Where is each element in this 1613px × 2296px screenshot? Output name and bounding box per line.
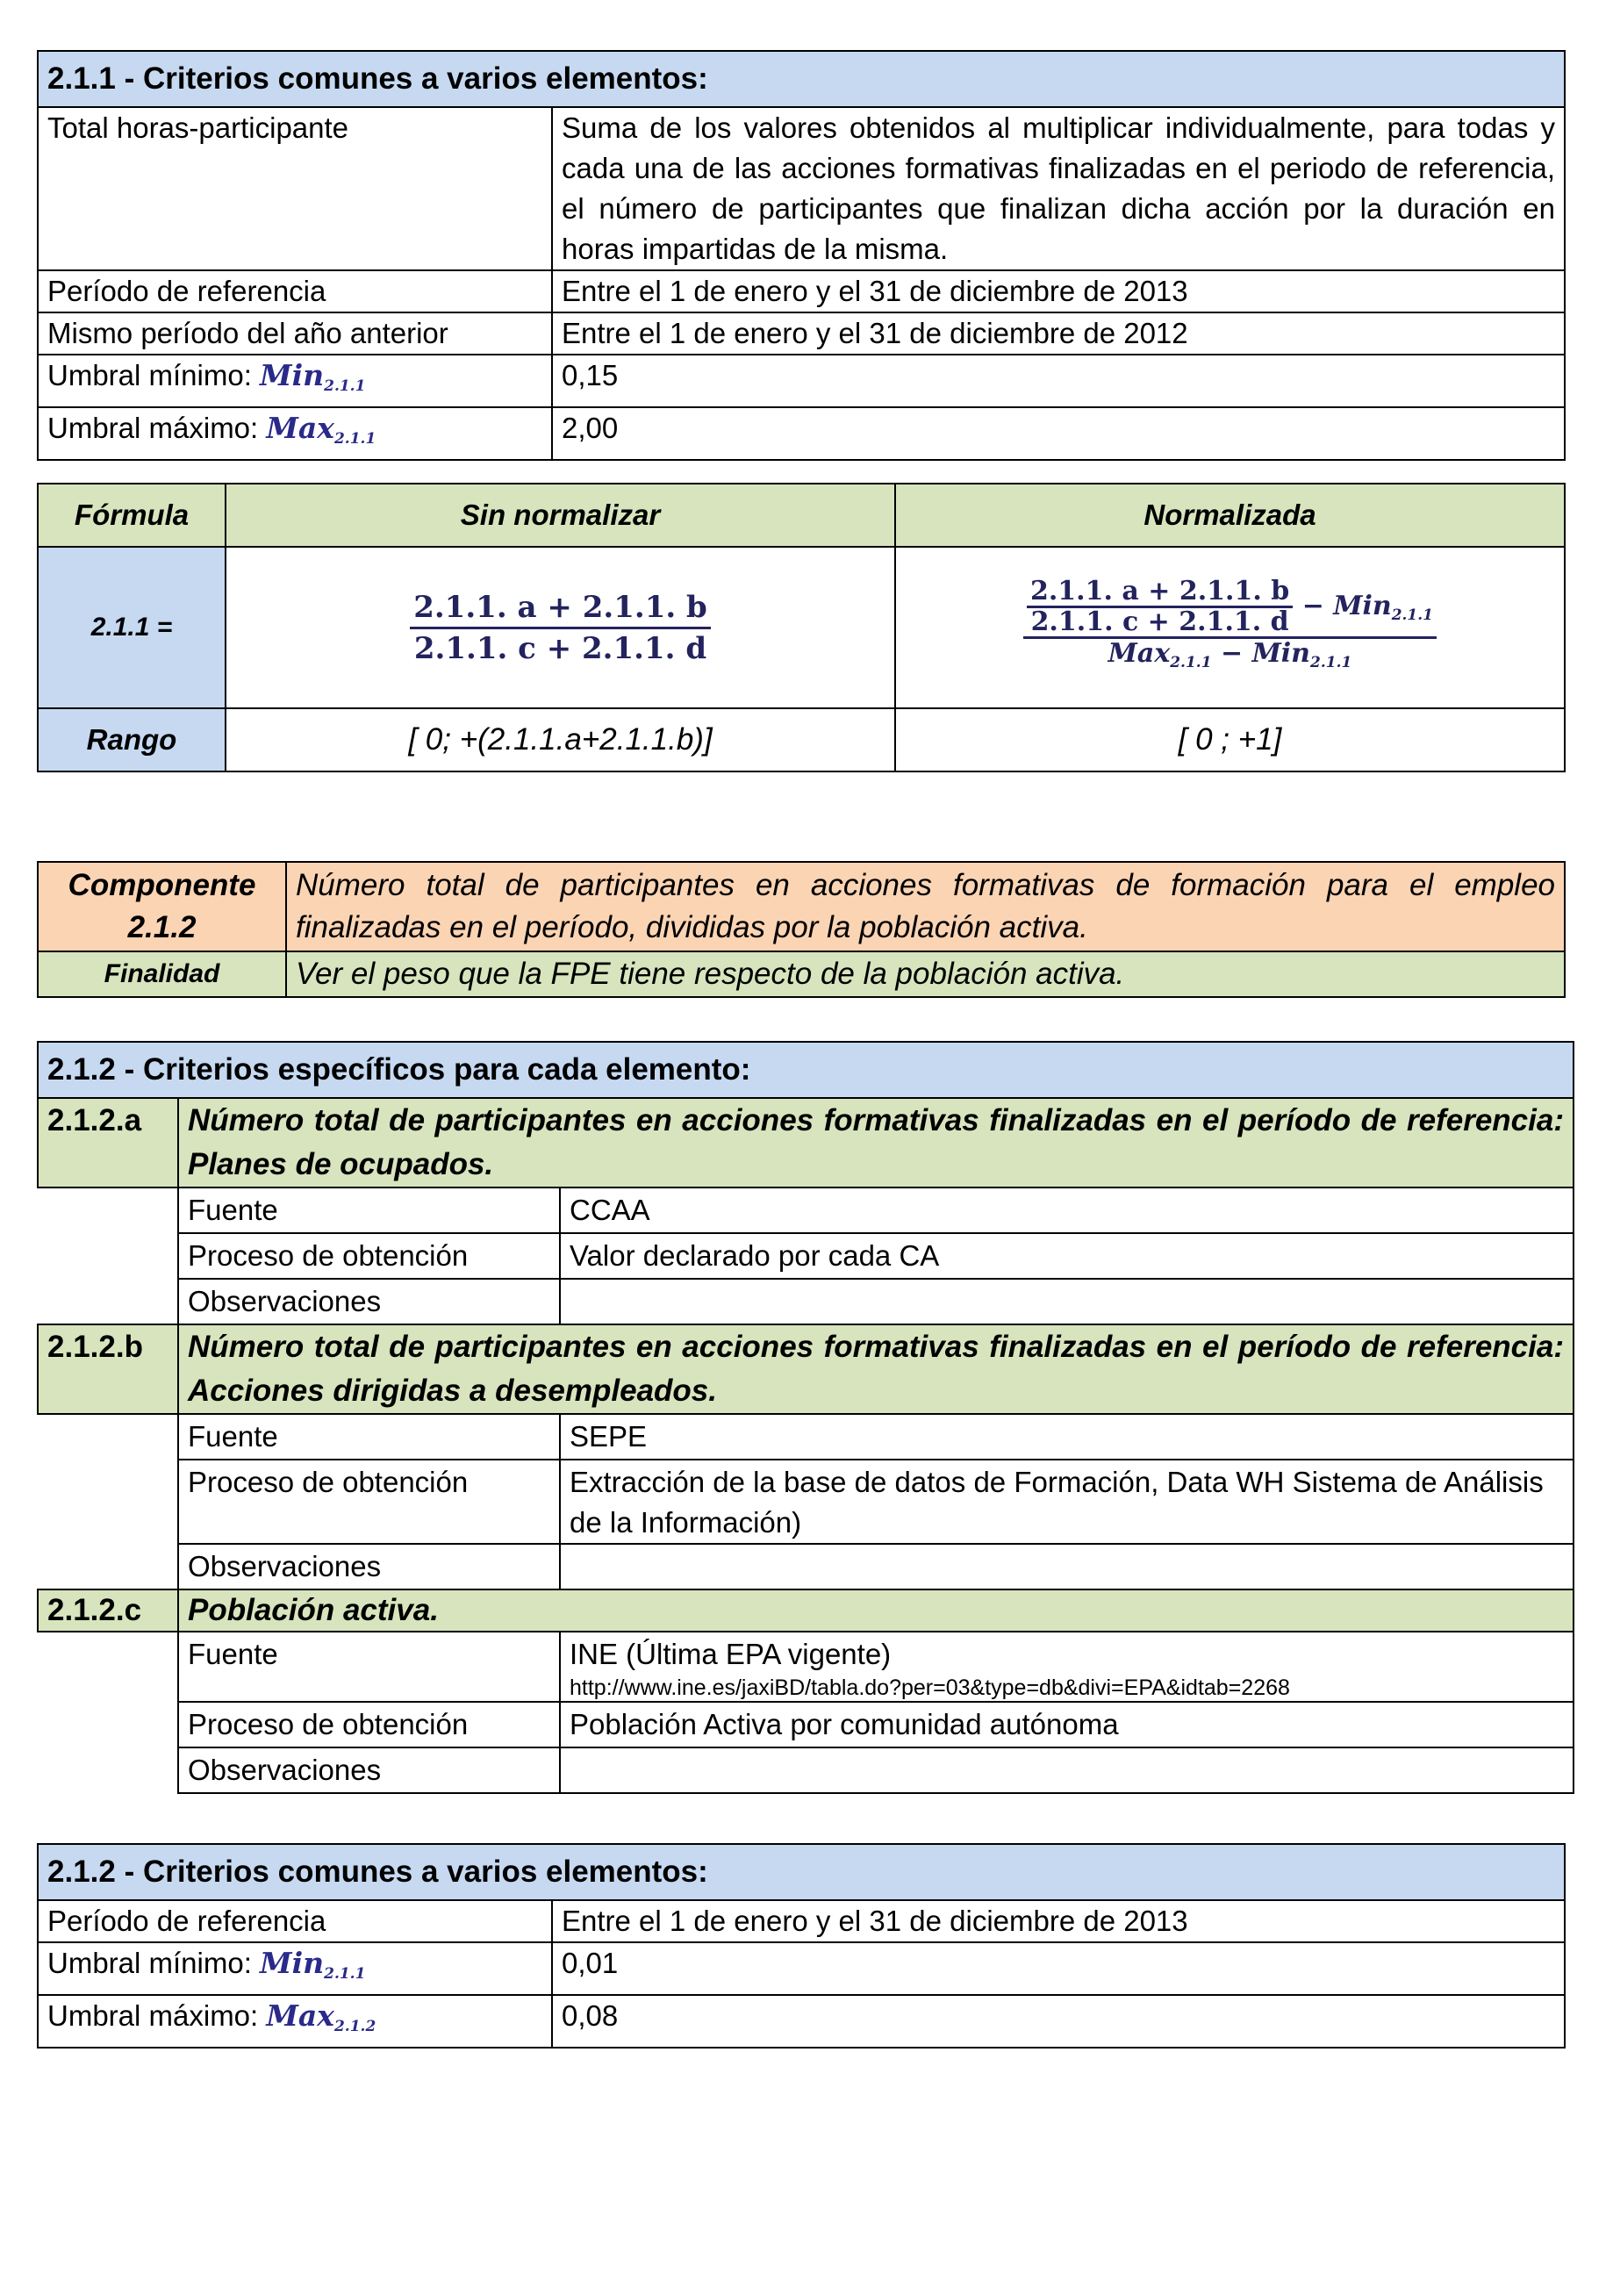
proceso-label: Proceso de obtención <box>178 1702 560 1747</box>
fuente-label: Fuente <box>178 1187 560 1233</box>
max-variable: Max$_{2.1.1}$ <box>266 411 376 448</box>
row-label: Período de referencia <box>38 270 552 312</box>
spacer <box>38 1187 178 1324</box>
fuente-text: INE (Última EPA vigente) <box>570 1638 892 1670</box>
formula-table <box>37 483 1566 772</box>
fuente-url-link[interactable]: http://www.ine.es/jaxiBD/tabla.do?per=03&type=db&divi=EPA&idtab=2268 <box>570 1675 1290 1700</box>
element-code: 2.1.2.b <box>38 1324 178 1414</box>
componente-description: Número total de participantes en acciones formativas de formación para el empleo finalizadas en el período, divididas por la población activa. <box>286 862 1565 951</box>
componente-label: Componente 2.1.2 <box>38 862 286 951</box>
umbral-maximo-label: Umbral máximo: <box>47 1999 259 2032</box>
row-value: Suma de los valores obtenidos al multiplicar individualmente, para todas y cada una de las acciones formativas finalizadas en el periodo de referencia, el número de participantes que finalizan dicha acción por la duración en horas impartidas de la misma. <box>552 107 1565 270</box>
fraction: $\frac{2.1.1. a + 2.1.1. b}{2.1.1. c + 2.1.1. d}$ <box>410 588 711 668</box>
fuente-value: CCAA <box>560 1187 1574 1233</box>
normalizada-header: Normalizada <box>895 484 1565 547</box>
spacer <box>38 1632 178 1793</box>
element-code: 2.1.2.a <box>38 1098 178 1187</box>
normalized-fraction: $\frac{2.1.1. a + 2.1.1. b}{2.1.1. c + 2.1.1. d}$ − Min$_{2.1.1}$ Max$_{2.1.1}$ − Min$_{2.1.1}$ <box>1023 578 1437 678</box>
row-label <box>38 1995 552 2048</box>
row-label: Período de referencia <box>38 1900 552 1942</box>
rango-sin-normalizar: [ 0; +(2.1.1.a+2.1.1.b)] <box>226 708 895 771</box>
row-label <box>38 407 552 460</box>
umbral-maximo-label: Umbral máximo: <box>47 412 259 444</box>
umbral-minimo-label: Umbral mínimo: <box>47 1947 252 1979</box>
row-value: Entre el 1 de enero y el 31 de diciembre de 2013 <box>552 270 1565 312</box>
formula-sin-normalizar <box>226 547 895 708</box>
umbral-minimo-label: Umbral mínimo: <box>47 359 252 391</box>
fuente-value <box>560 1632 1574 1702</box>
formula-normalizada <box>895 547 1565 708</box>
componente-table <box>37 861 1566 998</box>
criterios-comunes-2-1-2-table <box>37 1843 1566 2048</box>
criterios-comunes-2-1-1-table <box>37 50 1566 461</box>
fuente-label: Fuente <box>178 1632 560 1702</box>
observaciones-label: Observaciones <box>178 1747 560 1793</box>
rango-label: Rango <box>38 708 226 771</box>
observaciones-value <box>560 1279 1574 1324</box>
element-code: 2.1.2.c <box>38 1589 178 1632</box>
proceso-value: Valor declarado por cada CA <box>560 1233 1574 1279</box>
element-title: Número total de participantes en acciones formativas finalizadas en el período de referencia: Planes de ocupados. <box>178 1098 1574 1187</box>
observaciones-label: Observaciones <box>178 1544 560 1589</box>
finalidad-label: Finalidad <box>38 951 286 997</box>
formula-row-label: 2.1.1 = <box>38 547 226 708</box>
row-value: 0,08 <box>552 1995 1565 2048</box>
max-variable: Max$_{2.1.2}$ <box>266 1998 376 2035</box>
table-title: 2.1.1 - Criterios comunes a varios elementos: <box>38 51 1565 107</box>
criterios-especificos-2-1-2-table <box>37 1041 1574 1794</box>
row-label: Total horas-participante <box>38 107 552 270</box>
fuente-value: SEPE <box>560 1414 1574 1460</box>
row-value: 0,15 <box>552 355 1565 407</box>
element-title: Número total de participantes en acciones formativas finalizadas en el período de referencia: Acciones dirigidas a desempleados. <box>178 1324 1574 1414</box>
proceso-label: Proceso de obtención <box>178 1233 560 1279</box>
row-value: Entre el 1 de enero y el 31 de diciembre de 2013 <box>552 1900 1565 1942</box>
proceso-value: Extracción de la base de datos de Formación, Data WH Sistema de Análisis de la Información) <box>560 1460 1574 1544</box>
table-title: 2.1.2 - Criterios comunes a varios elementos: <box>38 1844 1565 1900</box>
formula-header: Fórmula <box>38 484 226 547</box>
min-variable: Min$_{2.1.1}$ <box>260 1946 366 1983</box>
element-title: Población activa. <box>178 1589 1574 1632</box>
sin-normalizar-header: Sin normalizar <box>226 484 895 547</box>
table-title: 2.1.2 - Criterios específicos para cada elemento: <box>38 1042 1574 1098</box>
spacer <box>38 1414 178 1589</box>
row-label: Mismo período del año anterior <box>38 312 552 355</box>
observaciones-value <box>560 1747 1574 1793</box>
proceso-label: Proceso de obtención <box>178 1460 560 1544</box>
row-label <box>38 355 552 407</box>
proceso-value: Población Activa por comunidad autónoma <box>560 1702 1574 1747</box>
observaciones-value <box>560 1544 1574 1589</box>
row-label <box>38 1942 552 1995</box>
fuente-label: Fuente <box>178 1414 560 1460</box>
observaciones-label: Observaciones <box>178 1279 560 1324</box>
min-variable: Min$_{2.1.1}$ <box>260 358 366 395</box>
finalidad-text: Ver el peso que la FPE tiene respecto de la población activa. <box>286 951 1565 997</box>
row-value: 2,00 <box>552 407 1565 460</box>
rango-normalizada: [ 0 ; +1] <box>895 708 1565 771</box>
row-value: Entre el 1 de enero y el 31 de diciembre de 2012 <box>552 312 1565 355</box>
row-value: 0,01 <box>552 1942 1565 1995</box>
